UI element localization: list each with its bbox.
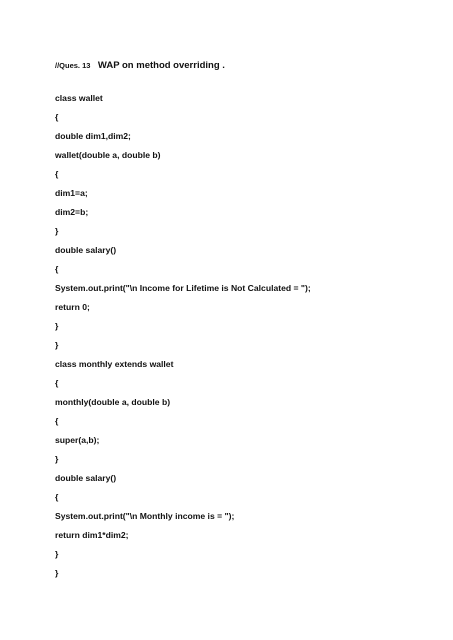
code-line: { bbox=[55, 492, 59, 502]
code-line: { bbox=[55, 112, 59, 122]
code-line: dim2=b; bbox=[55, 207, 89, 217]
code-line: } bbox=[55, 568, 59, 578]
code-line: { bbox=[55, 264, 59, 274]
code-line: double dim1,dim2; bbox=[55, 131, 131, 141]
code-line: } bbox=[55, 454, 59, 464]
question-number: //Ques. 13 bbox=[55, 61, 91, 70]
code-line: System.out.print("\n Monthly income is = "); bbox=[55, 511, 235, 521]
code-line: class wallet bbox=[55, 93, 103, 103]
code-line: dim1=a; bbox=[55, 188, 88, 198]
code-line: } bbox=[55, 321, 59, 331]
question-title: WAP on method overriding . bbox=[97, 60, 225, 71]
code-line: double salary() bbox=[55, 473, 117, 483]
code-line: } bbox=[55, 549, 59, 559]
code-line: { bbox=[55, 378, 59, 388]
code-line: monthly(double a, double b) bbox=[55, 397, 171, 407]
code-line: class monthly extends wallet bbox=[55, 359, 174, 369]
code-line: System.out.print("\n Income for Lifetime is Not Calculated = "); bbox=[55, 283, 311, 293]
code-line: wallet(double a, double b) bbox=[55, 150, 161, 160]
code-line: { bbox=[55, 169, 59, 179]
code-line: double salary() bbox=[55, 245, 117, 255]
code-line: return dim1*dim2; bbox=[55, 530, 129, 540]
code-line: super(a,b); bbox=[55, 435, 100, 445]
code-line: } bbox=[55, 340, 59, 350]
code-line: { bbox=[55, 416, 59, 426]
code-line: } bbox=[55, 226, 59, 236]
code-line: return 0; bbox=[55, 302, 90, 312]
question-heading bbox=[55, 55, 225, 73]
code-block bbox=[55, 92, 311, 586]
